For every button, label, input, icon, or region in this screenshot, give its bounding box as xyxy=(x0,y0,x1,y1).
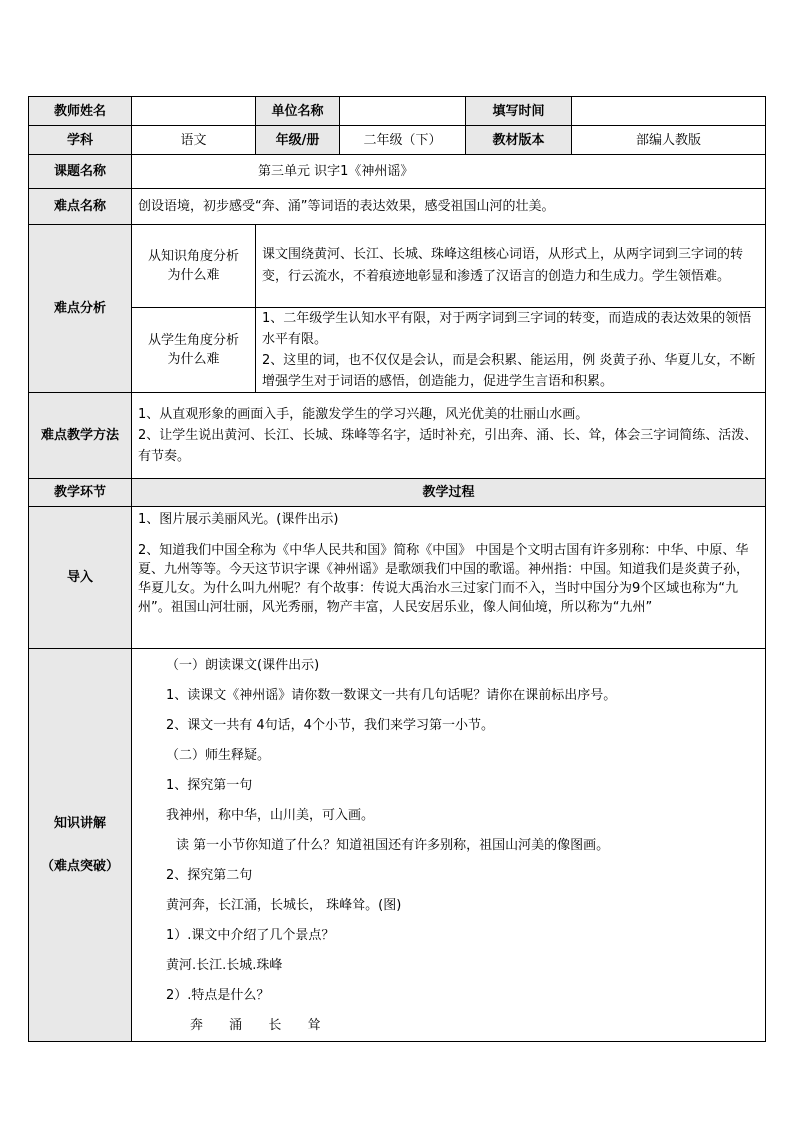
analysis-label: 难点分析 xyxy=(29,225,132,393)
row-teacher xyxy=(29,97,766,126)
knowledge-line: 2、探究第二句 xyxy=(166,868,253,883)
grade-value: 二年级（下） xyxy=(340,126,466,155)
grade-label: 年级/册 xyxy=(256,126,340,155)
row-knowledge xyxy=(29,649,766,1042)
knowledge-line: （一）朗读课文(课件出示) xyxy=(166,658,320,673)
knowledge-line: 2）.特点是什么？ xyxy=(166,988,270,1003)
edition-label: 教材版本 xyxy=(466,126,572,155)
row-method xyxy=(29,393,766,479)
feature-char: 耸 xyxy=(307,1018,321,1033)
knowledge-line: 1）.课文中介绍了几个景点？ xyxy=(166,928,335,943)
feature-chars xyxy=(138,1011,759,1041)
knowledge-line: 2、课文一共有 4句话，4个小节，我们来学习第一小节。 xyxy=(166,718,494,733)
knowledge-label-1: 知识讲解 xyxy=(53,816,106,831)
method-line-2: 2、让学生说出黄河、长江、长城、珠峰等名字，适时补充，引出奔、涌、长、耸，体会三字词简练、活泼、有节奏。 xyxy=(138,428,758,464)
knowledge-line: 1、读课文《神州谣》请你数一数课文一共有几句话呢？请你在课前标出序号。 xyxy=(166,688,617,703)
row-intro xyxy=(29,507,766,649)
knowledge-angle-cell xyxy=(132,225,256,308)
method-cell xyxy=(132,393,766,479)
knowledge-angle-label-2: 为什么难 xyxy=(167,268,220,283)
row-subject xyxy=(29,126,766,155)
knowledge-line: 黄河.长江.长城.珠峰 xyxy=(166,958,283,973)
knowledge-line: 1、探究第一句 xyxy=(166,778,253,793)
method-line-1: 1、从直观形象的画面入手，能激发学生的学习兴趣，风光优美的壮丽山水画。 xyxy=(138,407,589,422)
row-analysis-knowledge xyxy=(29,225,766,308)
unit-label: 单位名称 xyxy=(256,97,340,126)
knowledge-angle-text: 课文围绕黄河、长江、长城、珠峰这组核心词语，从形式上，从两字词到三字词的转变，行云流水，不着痕迹地彰显和渗透了汉语言的创造力和生成力。学生领悟难。 xyxy=(256,225,766,308)
row-analysis-student xyxy=(29,308,766,393)
method-label: 难点教学方法 xyxy=(29,393,132,479)
row-lesson xyxy=(29,155,766,189)
intro-line-1: 1、图片展示美丽风光。(课件出示) xyxy=(138,512,339,527)
knowledge-label-cell xyxy=(29,649,132,1042)
teacher-name-label: 教师姓名 xyxy=(29,97,132,126)
difficulty-label: 难点名称 xyxy=(29,189,132,225)
row-difficulty xyxy=(29,189,766,225)
intro-line-2: 2、知道我们中国全称为《中华人民共和国》简称《中国》 中国是个文明古国有许多别称：中华、中原、华夏、九州等等。今天这节识字课《神州谣》是歌颂我们中国的歌谣。神州指：中国。知道我们是炎黄子孙，华夏儿女。为什么叫九州呢？有个故事：传说大禹治水三过家门而不入，当时中国分为9个区域也称为“九州”。祖国山河壮丽，风光秀丽，物产丰富，人民安居乐业，像人间仙境，所以称为“九州” xyxy=(138,543,750,615)
knowledge-line: 读 第一小节你知道了什么？知道祖国还有许多别称，祖国山河美的像图画。 xyxy=(176,838,610,853)
student-angle-text-1: 1、二年级学生认知水平有限，对于两字词到三字词的转变，而造成的表达效果的领悟水平有限。 xyxy=(262,311,752,347)
edition-value: 部编人教版 xyxy=(572,126,766,155)
date-label: 填写时间 xyxy=(466,97,572,126)
teacher-name-value xyxy=(132,97,256,126)
process-label: 教学过程 xyxy=(132,479,766,507)
date-value xyxy=(572,97,766,126)
knowledge-cell xyxy=(132,649,766,1042)
feature-char: 涌 xyxy=(229,1018,243,1033)
stage-label: 教学环节 xyxy=(29,479,132,507)
feature-char: 长 xyxy=(268,1018,282,1033)
student-angle-label-2: 为什么难 xyxy=(167,352,220,367)
student-angle-cell xyxy=(132,308,256,393)
row-process-header xyxy=(29,479,766,507)
subject-label: 学科 xyxy=(29,126,132,155)
unit-value xyxy=(340,97,466,126)
lesson-plan-table xyxy=(28,96,766,1042)
intro-label: 导入 xyxy=(29,507,132,649)
lesson-value: 第三单元 识字1《神州谣》 xyxy=(132,155,766,189)
student-angle-label-1: 从学生角度分析 xyxy=(147,333,239,348)
knowledge-line: 我神州，称中华，山川美，可入画。 xyxy=(166,808,375,823)
student-angle-text-2: 2、这里的词，也不仅仅是会认，而是会积累、能运用，例 炎黄子孙、华夏儿女，不断增强学生对于词语的感悟，创造能力，促进学生言语和积累。 xyxy=(262,353,756,389)
subject-value: 语文 xyxy=(132,126,256,155)
feature-char: 奔 xyxy=(190,1018,204,1033)
knowledge-line: （二）师生释疑。 xyxy=(166,748,271,763)
knowledge-line: 黄河奔，长江涌，长城长， 珠峰耸。(图) xyxy=(166,898,402,913)
knowledge-label-2: （难点突破） xyxy=(40,859,119,874)
intro-cell xyxy=(132,507,766,649)
lesson-label: 课题名称 xyxy=(29,155,132,189)
student-angle-text-cell xyxy=(256,308,766,393)
difficulty-value: 创设语境，初步感受“奔、涌”等词语的表达效果，感受祖国山河的壮美。 xyxy=(132,189,766,225)
knowledge-angle-label-1: 从知识角度分析 xyxy=(147,249,239,264)
